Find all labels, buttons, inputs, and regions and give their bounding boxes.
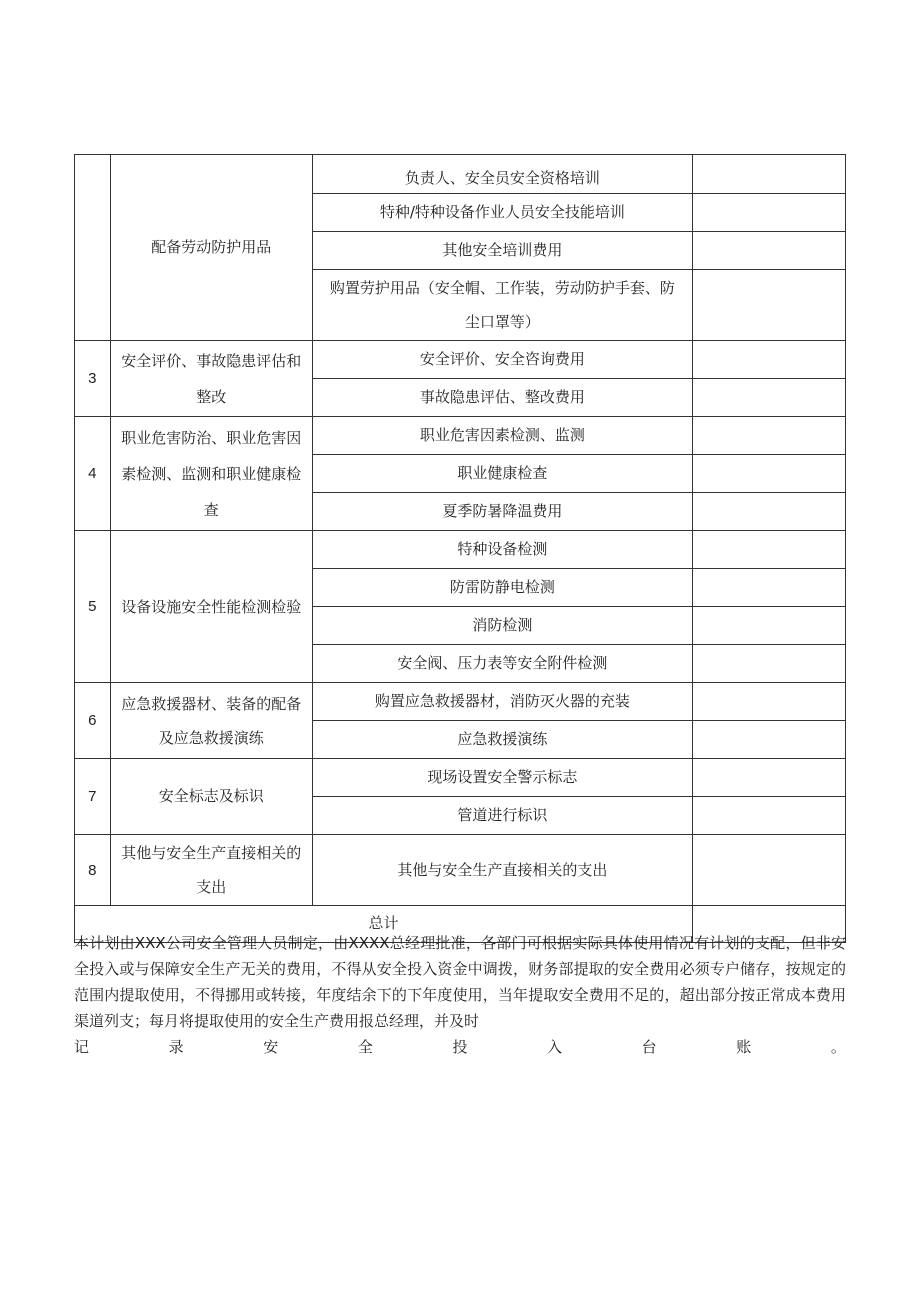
amount-cell xyxy=(693,379,846,417)
category-cell: 应急救援器材、装备的配备及应急救援演练 xyxy=(110,683,312,759)
item-cell: 职业危害因素检测、监测 xyxy=(312,417,692,455)
item-cell: 夏季防暑降温费用 xyxy=(312,493,692,531)
table-row xyxy=(75,531,846,569)
note-char: 投 xyxy=(452,1038,468,1056)
item-cell: 现场设置安全警示标志 xyxy=(312,759,692,797)
item-cell: 其他与安全生产直接相关的支出 xyxy=(312,835,692,906)
note-char: 安 xyxy=(263,1038,279,1056)
plan-note xyxy=(74,930,846,1060)
amount-cell xyxy=(693,721,846,759)
amount-cell xyxy=(693,569,846,607)
note-last-line xyxy=(74,1034,846,1060)
table-row xyxy=(75,759,846,797)
amount-cell xyxy=(693,493,846,531)
table-row xyxy=(75,417,846,455)
amount-cell xyxy=(693,194,846,232)
budget-table-wrapper xyxy=(74,154,846,943)
item-cell: 管道进行标识 xyxy=(312,797,692,835)
amount-cell xyxy=(693,645,846,683)
amount-cell xyxy=(693,341,846,379)
amount-cell xyxy=(693,155,846,194)
item-cell: 购置应急救援器材，消防灭火器的充装 xyxy=(312,683,692,721)
note-char: 台 xyxy=(641,1038,657,1056)
item-cell: 应急救援演练 xyxy=(312,721,692,759)
row-number: 8 xyxy=(75,835,111,906)
note-char: 。 xyxy=(830,1038,846,1056)
note-char: 录 xyxy=(168,1038,184,1056)
amount-cell xyxy=(693,270,846,341)
category-cell: 其他与安全生产直接相关的支出 xyxy=(110,835,312,906)
row-number: 4 xyxy=(75,417,111,531)
item-cell: 安全阀、压力表等安全附件检测 xyxy=(312,645,692,683)
row-number: 5 xyxy=(75,531,111,683)
item-cell: 职业健康检查 xyxy=(312,455,692,493)
note-body: 本计划由XXX公司安全管理人员制定，由XXXX总经理批准，各部门可根据实际具体使用情况有计划的支配，但非安全投入或与保障安全生产无关的费用，不得从安全投入资金中调拨，财务部提取的安全费用必须专户储存，按规定的范围内提取使用，不得挪用或转接，年度结余下的下年度使用，当年提取安全费用不足的，超出部分按正常成本费用渠道列支；每月将提取使用的安全生产费用报总经理，并及时 xyxy=(74,934,846,1030)
total-label: 总计 xyxy=(75,906,693,943)
item-cell: 特种设备检测 xyxy=(312,531,692,569)
note-char: 全 xyxy=(357,1038,373,1056)
item-cell: 其他安全培训费用 xyxy=(312,232,692,270)
category-cell: 安全评价、事故隐患评估和整改 xyxy=(110,341,312,417)
amount-cell xyxy=(693,835,846,906)
amount-cell xyxy=(693,797,846,835)
category-cell: 配备劳动防护用品 xyxy=(110,155,312,341)
category-cell: 安全标志及标识 xyxy=(110,759,312,835)
row-number xyxy=(75,155,111,341)
amount-cell xyxy=(693,607,846,645)
note-char: 记 xyxy=(74,1038,90,1056)
amount-cell xyxy=(693,683,846,721)
item-cell: 安全评价、安全咨询费用 xyxy=(312,341,692,379)
category-cell: 设备设施安全性能检测检验 xyxy=(110,531,312,683)
row-number: 7 xyxy=(75,759,111,835)
amount-cell xyxy=(693,531,846,569)
table-row xyxy=(75,683,846,721)
row-number: 3 xyxy=(75,341,111,417)
item-cell: 事故隐患评估、整改费用 xyxy=(312,379,692,417)
table-row xyxy=(75,155,846,194)
amount-cell xyxy=(693,455,846,493)
category-cell: 职业危害防治、职业危害因素检测、监测和职业健康检查 xyxy=(110,417,312,531)
amount-cell xyxy=(693,417,846,455)
note-char: 账 xyxy=(736,1038,752,1056)
amount-cell xyxy=(693,759,846,797)
note-char: 入 xyxy=(547,1038,563,1056)
safety-budget-table xyxy=(74,154,846,943)
item-cell: 特种/特种设备作业人员安全技能培训 xyxy=(312,194,692,232)
item-cell: 防雷防静电检测 xyxy=(312,569,692,607)
amount-cell xyxy=(693,232,846,270)
table-row xyxy=(75,341,846,379)
item-cell: 负责人、安全员安全资格培训 xyxy=(312,155,692,194)
item-cell: 消防检测 xyxy=(312,607,692,645)
table-row xyxy=(75,835,846,906)
row-number: 6 xyxy=(75,683,111,759)
item-cell: 购置劳护用品（安全帽、工作装，劳动防护手套、防尘口罩等） xyxy=(312,270,692,341)
